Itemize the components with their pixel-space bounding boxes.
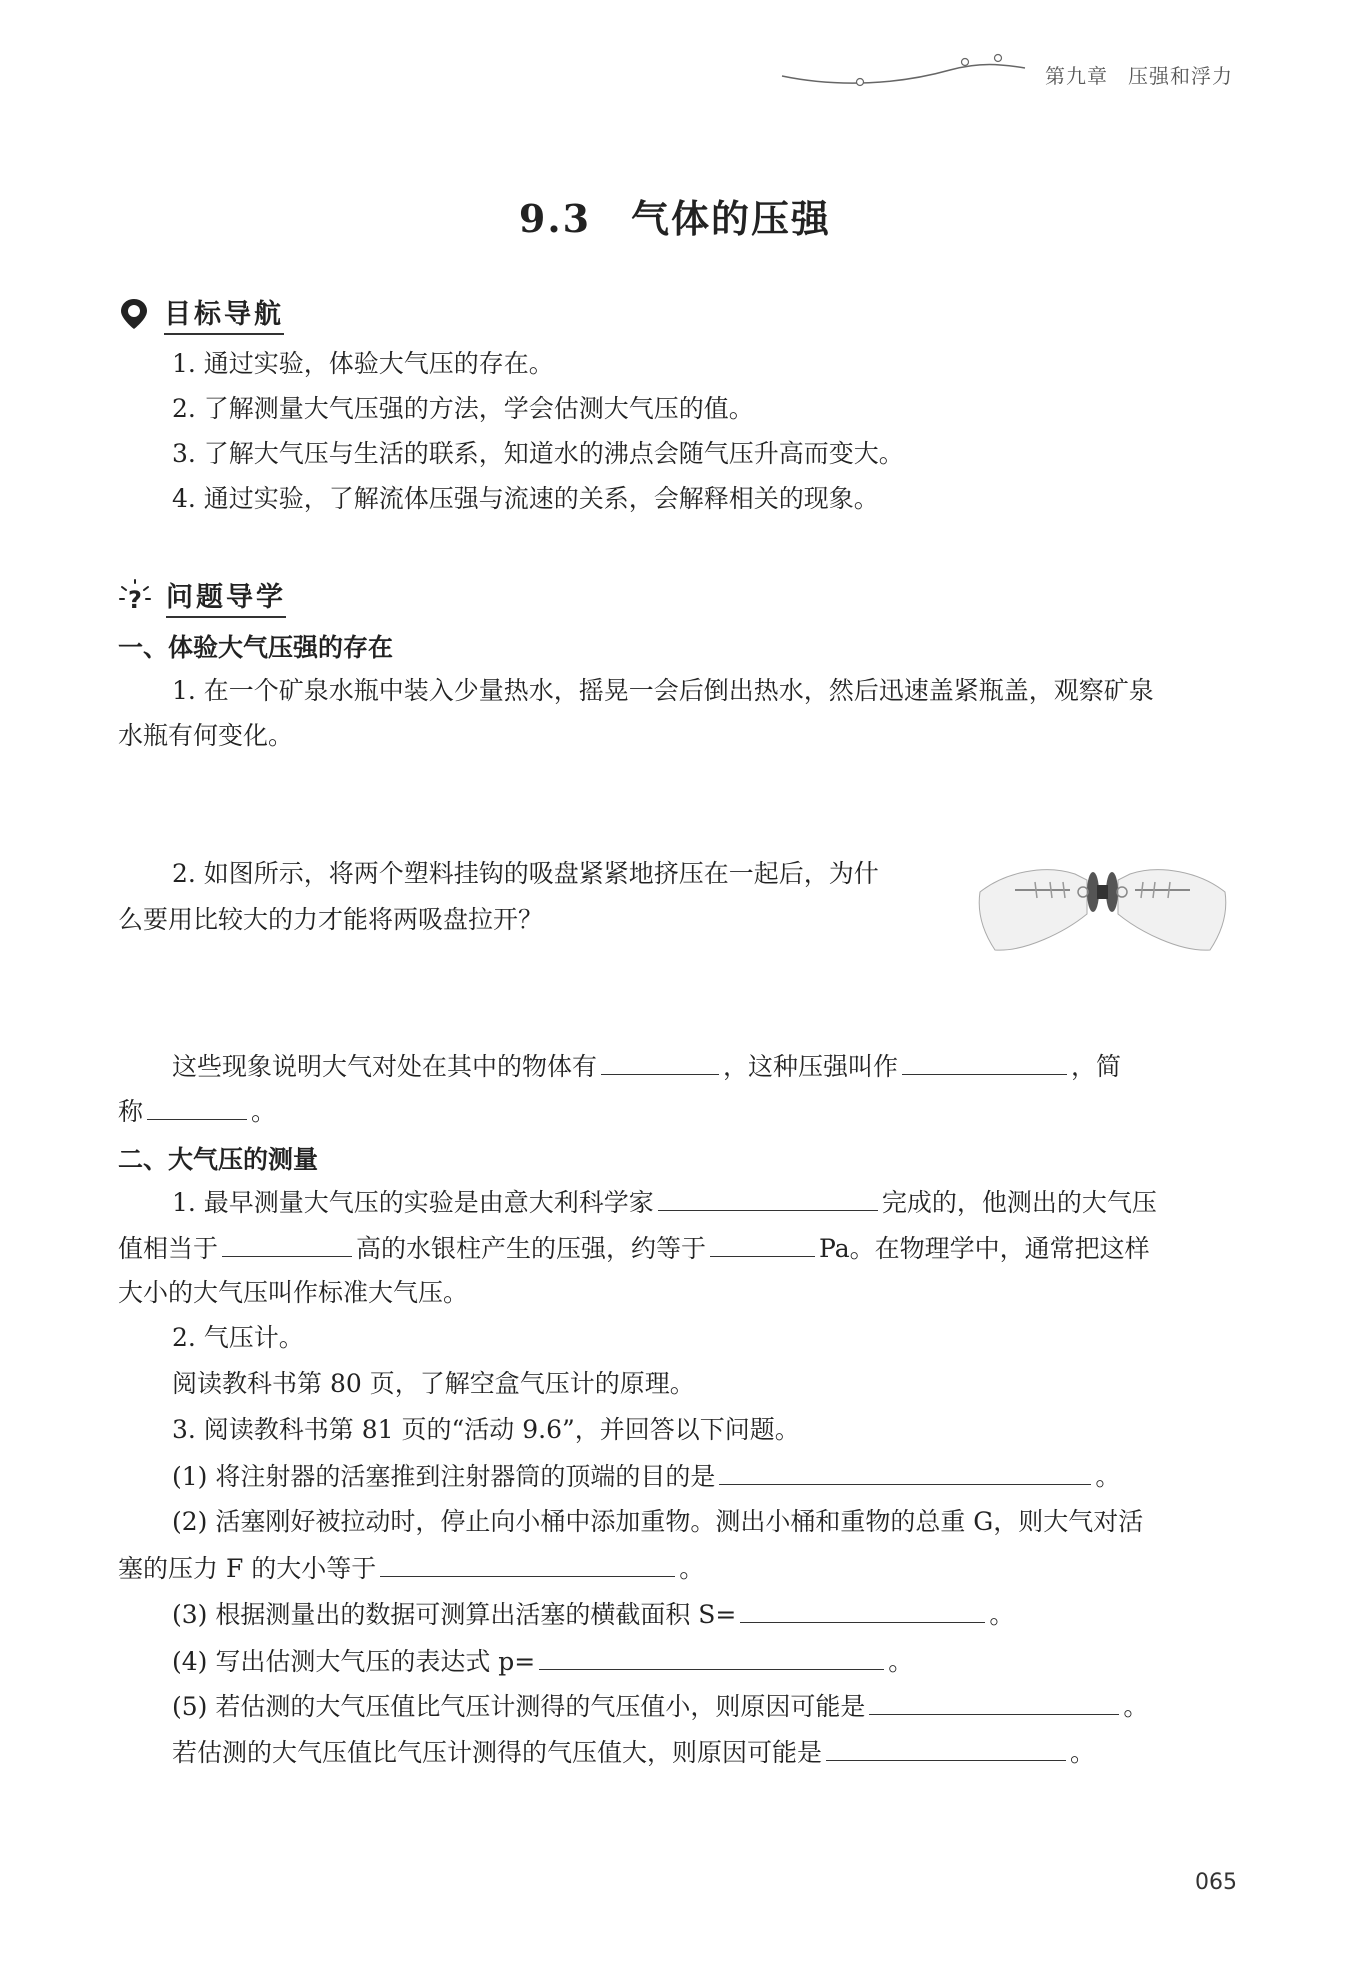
part2-sub4 (172, 1645, 1284, 1678)
answer-blank-sub3[interactable] (740, 1598, 985, 1623)
section-title (0, 188, 1350, 243)
part1-q2-line1: 2. 如图所示，将两个塑料挂钩的吸盘紧紧地挤压在一起后，为什 (172, 859, 879, 888)
part2-heading: 二、大气压的测量 (118, 1145, 319, 1174)
period: 。 (679, 1554, 705, 1583)
goal-item: 3. 了解大气压与生活的联系，知道水的沸点会随气压升高而变大。 (172, 439, 904, 468)
part2-q2: 2. 气压计。 (172, 1323, 304, 1352)
guide-label: 问题导学 (166, 575, 286, 618)
period: 。 (1123, 1692, 1149, 1721)
part2-sub1 (172, 1460, 1284, 1493)
suction-cups-figure (975, 852, 1230, 962)
q1-text-e: Pa。在物理学中，通常把这样 (819, 1234, 1150, 1263)
answer-blank-pa-value[interactable] (710, 1232, 815, 1257)
answer-blank-pressure-name[interactable] (902, 1050, 1067, 1075)
answer-blank-sub6[interactable] (826, 1736, 1066, 1761)
part2-sub2-line2 (118, 1552, 1230, 1585)
goal-item: 2. 了解测量大气压强的方法，学会估测大气压的值。 (172, 394, 754, 423)
period: 。 (1070, 1738, 1096, 1767)
goals-label: 目标导航 (164, 292, 284, 335)
q1-text-d: 高的水银柱产生的压强，约等于 (356, 1234, 707, 1263)
section-number: 9.3 (518, 196, 592, 241)
q1-text-a: 1. 最早测量大气压的实验是由意大利科学家 (172, 1188, 654, 1217)
answer-blank-sub1[interactable] (719, 1460, 1091, 1485)
answer-blank-sub5[interactable] (869, 1690, 1119, 1715)
part1-q1-line2: 水瓶有何变化。 (118, 721, 294, 750)
part2-q1-line3: 大小的大气压叫作标准大气压。 (118, 1278, 469, 1307)
sub4-text: (4) 写出估测大气压的表达式 p= (172, 1647, 536, 1676)
sub1-text: (1) 将注射器的活塞推到注射器筒的顶端的目的是 (172, 1462, 716, 1491)
part1-summary-line2 (118, 1095, 1230, 1128)
question-bulb-icon (118, 579, 152, 615)
summary-text-d: 称 (118, 1097, 144, 1126)
part1-q2-line2: 么要用比较大的力才能将两吸盘拉开？ (118, 905, 544, 934)
answer-blank-sub2[interactable] (380, 1552, 675, 1577)
sub3-text: (3) 根据测量出的数据可测算出活塞的横截面积 S= (172, 1600, 737, 1629)
answer-blank-sub4[interactable] (539, 1645, 884, 1670)
goals-header (118, 292, 284, 335)
page-number: 065 (1195, 1870, 1237, 1895)
running-head (1045, 60, 1233, 89)
summary-text-c: ，简 (1071, 1052, 1122, 1081)
goal-item: 1. 通过实验，体验大气压的存在。 (172, 349, 554, 378)
part2-sub5 (172, 1690, 1284, 1723)
sub2-text: 塞的压力 F 的大小等于 (118, 1554, 377, 1583)
period: 。 (989, 1600, 1015, 1629)
part2-sub3 (172, 1598, 1284, 1631)
answer-blank-mercury-height[interactable] (222, 1232, 352, 1257)
guide-header (118, 575, 286, 618)
sub5-text: (5) 若估测的大气压值比气压计测得的气压值小，则原因可能是 (172, 1692, 866, 1721)
svg-text:?: ? (128, 585, 142, 614)
part2-q1-line2 (118, 1232, 1230, 1265)
part2-sub2-line1: (2) 活塞刚好被拉动时，停止向小桶中添加重物。测出小桶和重物的总重 G，则大气对活 (172, 1507, 1144, 1536)
part2-q1-line1 (172, 1186, 1284, 1219)
answer-blank-short-name[interactable] (147, 1095, 247, 1120)
chapter-number: 第九章 (1045, 64, 1108, 88)
part1-summary-line1 (172, 1050, 1284, 1083)
part1-heading: 一、体验大气压强的存在 (118, 633, 394, 662)
q1-text-b: 完成的，他测出的大气压 (881, 1188, 1157, 1217)
q1-text-c: 值相当于 (118, 1234, 219, 1263)
answer-blank-scientist[interactable] (658, 1186, 878, 1211)
answer-blank-pressure[interactable] (601, 1050, 719, 1075)
chapter-title: 压强和浮力 (1128, 64, 1233, 88)
header-wave-decoration (780, 48, 1040, 98)
location-pin-icon (118, 297, 150, 331)
section-title-text: 气体的压强 (631, 196, 832, 241)
summary-text-a: 这些现象说明大气对处在其中的物体有 (172, 1052, 598, 1081)
part2-sub6 (172, 1736, 1284, 1769)
part2-q3: 3. 阅读教科书第 81 页的“活动 9.6”，并回答以下问题。 (172, 1415, 800, 1444)
summary-text-b: ，这种压强叫作 (723, 1052, 899, 1081)
part1-q1-line1: 1. 在一个矿泉水瓶中装入少量热水，摇晃一会后倒出热水，然后迅速盖紧瓶盖，观察矿泉 (172, 676, 1154, 705)
sub6-text: 若估测的大气压值比气压计测得的气压值大，则原因可能是 (172, 1738, 823, 1767)
part2-q2-read: 阅读教科书第 80 页，了解空盒气压计的原理。 (172, 1369, 695, 1398)
summary-text-e: 。 (251, 1097, 277, 1126)
goal-item: 4. 通过实验，了解流体压强与流速的关系，会解释相关的现象。 (172, 484, 879, 513)
period: 。 (1095, 1462, 1121, 1491)
period: 。 (888, 1647, 914, 1676)
